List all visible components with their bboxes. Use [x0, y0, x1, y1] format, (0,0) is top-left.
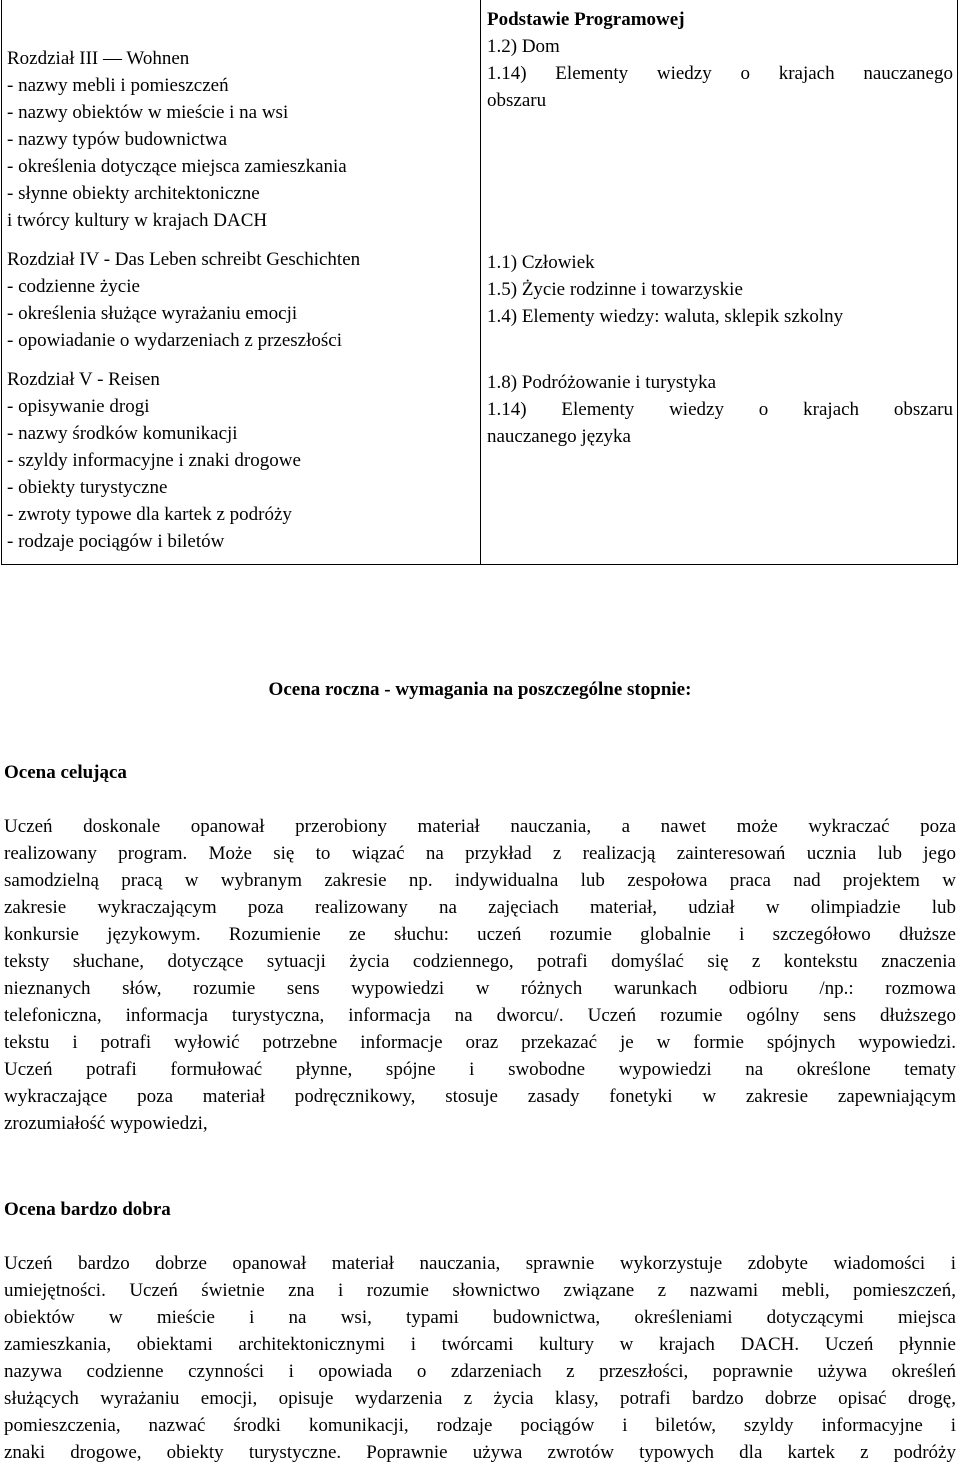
- text-line: - codzienne życie: [7, 276, 140, 297]
- ref-block-person: [487, 249, 843, 330]
- table-column-divider: [480, 0, 481, 564]
- topic-block-chapter-5: [7, 366, 473, 555]
- ref-block-home: [487, 6, 953, 114]
- topic-block-chapter-4: [7, 246, 473, 354]
- text-line: Rozdział V - Reisen: [7, 369, 160, 390]
- text-line: nazywa codzienne czynności i opowiada o zdarzeniach z przeszłości, poprawnie używa określeń: [4, 1361, 956, 1382]
- text-line: pomieszczenia, nazwać środki komunikacji, rodzaje pociągów i biletów, szyldy informacyjne i: [4, 1415, 956, 1436]
- text-line: zrozumiałość wypowiedzi,: [4, 1113, 208, 1134]
- text-line: Uczeń bardzo dobrze opanował materiał nauczania, sprawnie wykorzystuje zdobyte wiadomości i: [4, 1253, 956, 1274]
- text-line: samodzielną pracą w wybranym zakresie np. indywidualna lub zespołowa praca nad projektem w: [4, 870, 956, 891]
- text-line: Rozdział IV - Das Leben schreibt Geschichten: [7, 249, 361, 270]
- text-line: - szyldy informacyjne i znaki drogowe: [7, 450, 301, 471]
- text-line: - nazwy mebli i pomieszczeń: [7, 75, 229, 96]
- text-line: 1.14) Elementy wiedzy o krajach nauczanego: [487, 63, 953, 84]
- text-line: realizowany program. Może się to wiązać na przykład z realizacją zainteresowań ucznia lub jego: [4, 843, 956, 864]
- grade-description-excellent: [4, 813, 956, 1137]
- text-line: Rozdział III — Wohnen: [7, 48, 190, 69]
- text-line: zakresie wykraczającym poza realizowany na zajęciach materiał, udział w olimpiadzie lub: [4, 897, 956, 918]
- grade-description-very-good: [4, 1250, 956, 1466]
- text-line: nauczanego języka: [487, 426, 631, 447]
- text-line: - obiekty turystyczne: [7, 477, 168, 498]
- text-line: i twórcy kultury w krajach DACH: [7, 210, 268, 231]
- text-line: tekstu i potrafi wyłowić potrzebne informacje oraz przekazać je w formie spójnych wypowiedzi.: [4, 1032, 956, 1053]
- text-line: znaki drogowe, obiekty turystyczne. Poprawnie używa zwrotów typowych dla kartek z podróży: [4, 1442, 956, 1463]
- grade-heading-very-good: Ocena bardzo dobra: [4, 1199, 171, 1220]
- text-line: - określenia służące wyrażaniu emocji: [7, 303, 298, 324]
- text-line: 1.4) Elementy wiedzy: waluta, sklepik szkolny: [487, 306, 844, 327]
- text-line: Uczeń potrafi formułować płynne, spójne i swobodne wypowiedzi na określone tematy: [4, 1059, 956, 1080]
- text-line: wykraczające poza materiał podręcznikowy, stosuje zasady fonetyki w zakresie zapewniającym: [4, 1086, 956, 1107]
- text-line: 1.14) Elementy wiedzy o krajach obszaru: [487, 399, 953, 420]
- curriculum-table: [1, 0, 958, 565]
- text-line: Uczeń doskonale opanował przerobiony materiał nauczania, a nawet może wykraczać poza: [4, 816, 956, 837]
- text-line: 1.8) Podróżowanie i turystyka: [487, 372, 717, 393]
- section-title: Ocena roczna - wymagania na poszczególne stopnie:: [268, 679, 692, 700]
- text-line: - zwroty typowe dla kartek z podróży: [7, 504, 292, 525]
- table-cell-topics: [7, 45, 473, 567]
- text-line: 1.5) Życie rodzinne i towarzyskie: [487, 279, 743, 300]
- text-line: - rodzaje pociągów i biletów: [7, 531, 225, 552]
- text-line: - nazwy typów budownictwa: [7, 129, 228, 150]
- text-line: konkursie językowym. Rozumienie ze słuchu: uczeń rozumie globalnie i szczegółowo dłuższe: [4, 924, 956, 945]
- text-line: nieznanych słów, rozumie sens wypowiedzi w różnych warunkach odbioru /np.: rozmowa: [4, 978, 956, 999]
- text-line: teksty słuchane, dotyczące sytuacji życia codziennego, potrafi domyślać się z kontekstu znaczenia: [4, 951, 956, 972]
- text-line: 1.2) Dom: [487, 36, 560, 57]
- text-line: - nazwy obiektów w mieście i na wsi: [7, 102, 289, 123]
- text-line: - opisywanie drogi: [7, 396, 150, 417]
- text-line: - słynne obiekty architektoniczne: [7, 183, 260, 204]
- text-line: - nazwy środków komunikacji: [7, 423, 238, 444]
- text-line: - opowiadanie o wydarzeniach z przeszłości: [7, 330, 342, 351]
- grade-heading-excellent: Ocena celująca: [4, 762, 127, 783]
- text-line: służących wyrażaniu emocji, opisuje wydarzenia z życia klasy, potrafi bardzo dobrze opisać drogę,: [4, 1388, 956, 1409]
- text-line: zamieszkania, obiektami architektonicznymi i twórcami kultury w krajach DACH. Uczeń płynnie: [4, 1334, 956, 1355]
- text-line: umiejętności. Uczeń świetnie zna i rozumie słownictwo związane z nazwami mebli, pomieszczeń,: [4, 1280, 956, 1301]
- column-header: Podstawie Programowej: [487, 9, 685, 30]
- text-line: 1.1) Człowiek: [487, 252, 595, 273]
- text-line: telefoniczna, informacja turystyczna, informacja na dworcu/. Uczeń rozumie ogólny sens dłuższego: [4, 1005, 956, 1026]
- topic-block-chapter-3: [7, 45, 473, 234]
- text-line: obiektów w mieście i na wsi, typami budownictwa, określeniami dotyczącymi miejsca: [4, 1307, 956, 1328]
- text-line: obszaru: [487, 90, 547, 111]
- ref-block-travel: [487, 369, 953, 450]
- text-line: - określenia dotyczące miejsca zamieszkania: [7, 156, 347, 177]
